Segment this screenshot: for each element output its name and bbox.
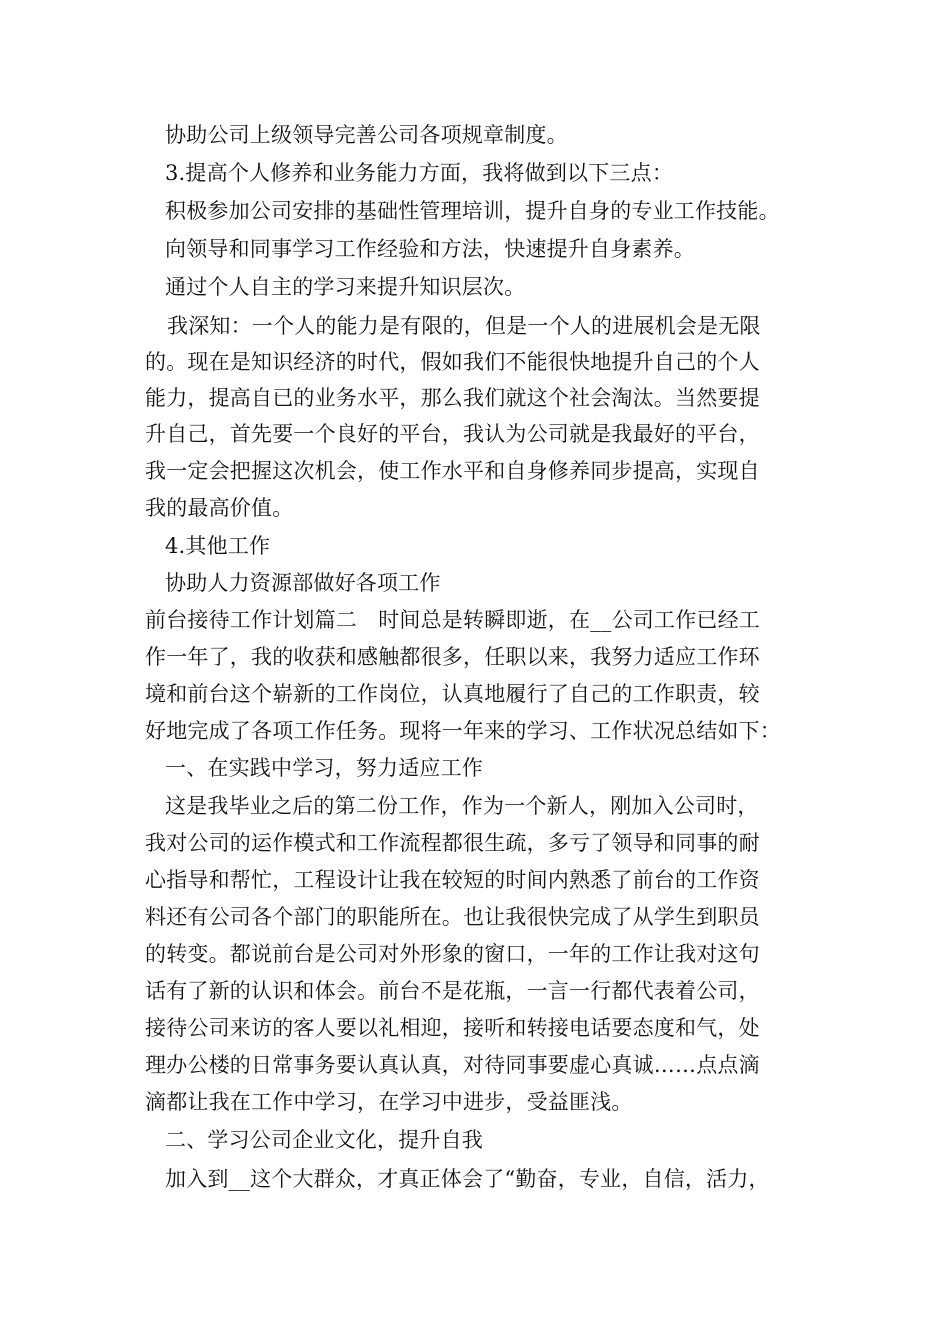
paragraph-line: 好地完成了各项工作任务。现将一年来的学习、工作状况总结如下：	[145, 719, 781, 743]
paragraph-line: 积极参加公司安排的基础性管理培训，提升自身的专业工作技能。	[165, 199, 780, 223]
paragraph-line: 话有了新的认识和体会。前台不是花瓶，一言一行都代表着公司，	[145, 979, 760, 1003]
paragraph-line: 能力，提高自已的业务水平，那么我们就这个社会淘汰。当然要提	[145, 386, 760, 410]
paragraph-line: 我对公司的运作模式和工作流程都很生疏，多亏了领导和同事的耐	[145, 831, 760, 855]
paragraph-line: 心指导和帮忙，工程设计让我在较短的时间内熟悉了前台的工作资	[145, 868, 760, 892]
paragraph-line: 通过个人自主的学习来提升知识层次。	[165, 275, 526, 299]
paragraph-line: 料还有公司各个部门的职能所在。也让我很快完成了从学生到职员	[145, 905, 760, 929]
section-heading: 一、在实践中学习，努力适应工作	[165, 756, 483, 780]
paragraph-line: 的。现在是知识经济的时代，假如我们不能很快地提升自己的个人	[145, 350, 760, 374]
paragraph-line: 协助公司上级领导完善公司各项规章制度。	[165, 123, 568, 147]
paragraph-line: 加入到__这个大群众，才真正体会了“勤奋，专业，自信，活力，	[165, 1167, 770, 1191]
paragraph-line: 作一年了，我的收获和感触都很多，任职以来，我努力适应工作环	[145, 645, 760, 669]
paragraph-line: 升自己，首先要一个良好的平台，我认为公司就是我最好的平台，	[145, 422, 760, 446]
paragraph-line: 接待公司来访的客人要以礼相迎，接听和转接电话要态度和气，处	[145, 1016, 760, 1040]
paragraph-line: 协助人力资源部做好各项工作	[165, 571, 441, 595]
paragraph-line: 我深知：一个人的能力是有限的，但是一个人的进展机会是无限	[167, 314, 761, 338]
paragraph-line: 这是我毕业之后的第二份工作，作为一个新人，刚加入公司时，	[165, 794, 759, 818]
paragraph-line: 前台接待工作计划篇二 时间总是转瞬即逝，在__公司工作已经工	[145, 608, 760, 632]
paragraph-line: 理办公楼的日常事务要认真认真，对待同事要虚心真诚……点点滴	[145, 1053, 760, 1077]
paragraph-line: 境和前台这个崭新的工作岗位，认真地履行了自己的工作职责，较	[145, 682, 760, 706]
paragraph-line: 向领导和同事学习工作经验和方法，快速提升自身素养。	[165, 237, 695, 261]
paragraph-line: 的转变。都说前台是公司对外形象的窗口，一年的工作让我对这句	[145, 942, 760, 966]
paragraph-line: 滴都让我在工作中学习，在学习中进步，受益匪浅。	[145, 1090, 633, 1114]
paragraph-line: 我一定会把握这次机会，使工作水平和自身修养同步提高，实现自	[145, 459, 760, 483]
section-heading: 二、学习公司企业文化，提升自我	[165, 1128, 483, 1152]
section-heading: 4.其他工作	[165, 534, 271, 558]
paragraph-line: 3.提高个人修养和业务能力方面，我将做到以下三点：	[165, 161, 674, 185]
paragraph-line: 我的最高价值。	[145, 496, 294, 520]
